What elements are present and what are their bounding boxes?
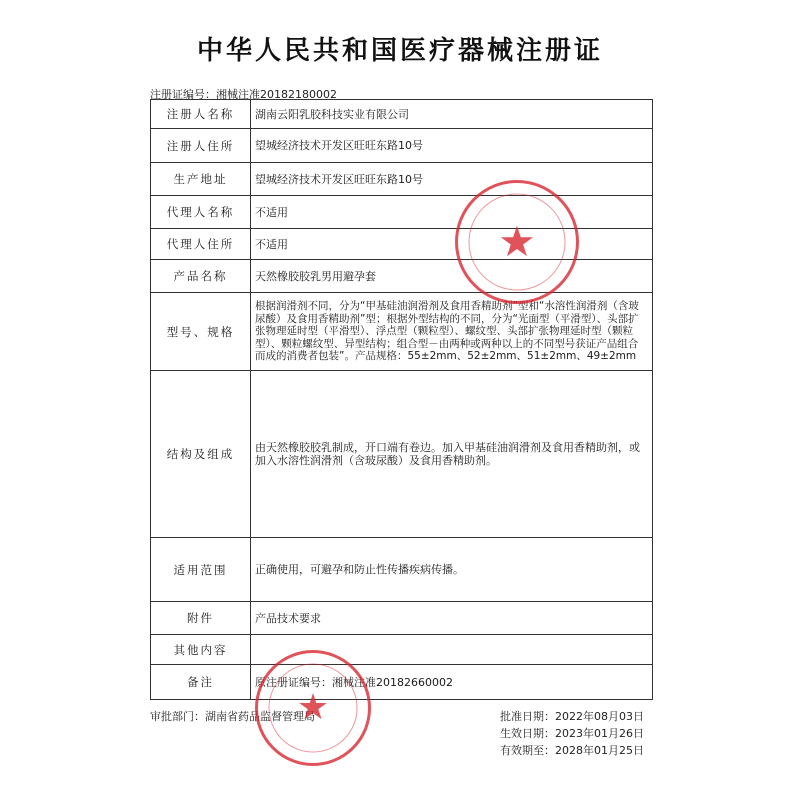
star-icon: ★	[296, 687, 330, 728]
row-value: 原注册证编号：湘械注准20182660002	[251, 665, 653, 700]
table-row	[151, 538, 653, 602]
row-label: 备注	[151, 665, 251, 700]
row-label: 代理人住所	[151, 229, 251, 260]
table-row	[151, 665, 653, 700]
row-value: 湖南云阳乳胶科技实业有限公司	[251, 100, 653, 129]
row-value: 不适用	[251, 229, 653, 260]
row-value: 望城经济技术开发区旺旺东路10号	[251, 163, 653, 196]
certificate-table	[150, 99, 653, 700]
row-label: 附件	[151, 602, 251, 635]
row-label: 注册人住所	[151, 129, 251, 163]
table-row	[151, 371, 653, 538]
table-row	[151, 260, 653, 293]
registration-number: 注册证编号：湘械注准20182180002	[150, 88, 337, 101]
row-label: 注册人名称	[151, 100, 251, 129]
row-label: 生产地址	[151, 163, 251, 196]
row-value: 根据润滑剂不同，分为“甲基硅油润滑剂及食用香精助剂”型和“水溶性润滑剂（含玻尿酸）及食用香精助剂”型；根据外型结构的不同，分为“光面型（平滑型）、头部扩张物理延时型（平滑型）、浮点型（颗粒型）、螺纹型、头部扩张物理延时型（颗粒型）、颗粒螺纹型、异型结构；组合型－由两种或两种以上的不同型号获证产品组合而成的消费者包装”。产品规格：55±2mm、52±2mm、51±2mm、49±2mm	[251, 293, 653, 371]
approval-date: 批准日期：2022年08月03日	[500, 710, 644, 723]
row-label: 代理人名称	[151, 196, 251, 229]
table-row	[151, 196, 653, 229]
row-value: 不适用	[251, 196, 653, 229]
table-row	[151, 293, 653, 371]
page-title: 中华人民共和国医疗器械注册证	[196, 36, 603, 66]
table-row	[151, 100, 653, 129]
row-label: 产品名称	[151, 260, 251, 293]
agency-seal	[255, 650, 371, 766]
effective-date: 生效日期：2023年01月26日	[500, 727, 644, 740]
row-label: 结构及组成	[151, 371, 251, 538]
row-value: 正确使用，可避孕和防止性传播疾病传播。	[251, 538, 653, 602]
row-value: 望城经济技术开发区旺旺东路10号	[251, 129, 653, 163]
row-label: 型号、规格	[151, 293, 251, 371]
company-seal	[455, 180, 579, 304]
expiry-date: 有效期至：2028年01月25日	[500, 744, 644, 757]
approval-department: 审批部门：湖南省药品监督管理局	[150, 710, 315, 723]
table-row	[151, 129, 653, 163]
table-row	[151, 602, 653, 635]
row-label: 适用范围	[151, 538, 251, 602]
row-value: 天然橡胶胶乳男用避孕套	[251, 260, 653, 293]
row-label: 其他内容	[151, 635, 251, 665]
row-value: 由天然橡胶胶乳制成，开口端有卷边。加入甲基硅油润滑剂及食用香精助剂，或加入水溶性润滑剂（含玻尿酸）及食用香精助剂。	[251, 371, 653, 538]
star-icon: ★	[498, 217, 536, 266]
row-value: 产品技术要求	[251, 602, 653, 635]
table-row	[151, 635, 653, 665]
table-row	[151, 163, 653, 196]
